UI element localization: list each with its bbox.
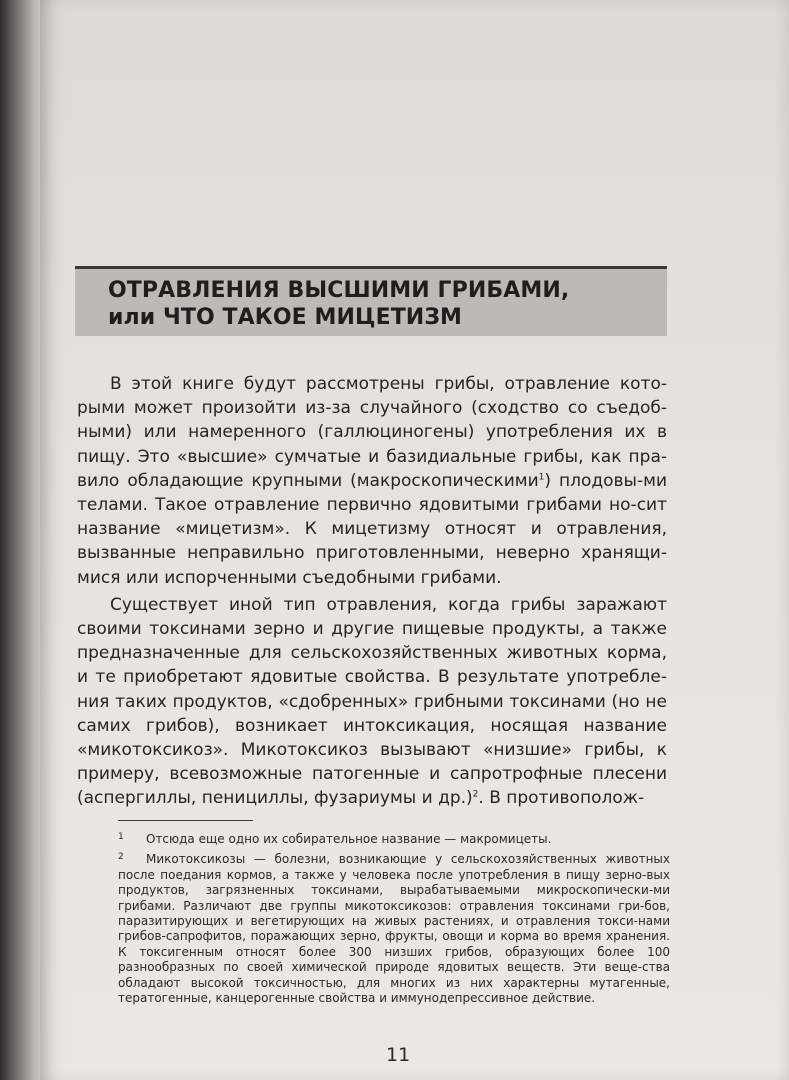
footnote-1-mark: 1 bbox=[118, 832, 124, 842]
page-number: 11 bbox=[386, 1044, 411, 1066]
body-text bbox=[77, 372, 667, 811]
footnote-2 bbox=[118, 852, 670, 1006]
footnote-2-text: Микотоксикозы — болезни, возникающие у сельскохозяйственных животных после поедания кормов, а также у человека после употребления в пищу зерно-вых продуктов, загрязненных токсинами, вырабатываемыми микроскопически-ми грибами. Различают две группы микотоксикозов: отравления токсинами гри-бов, паразитирующих и вегетирующих на живых растениях, и отравления токси-нами грибов-сапрофитов, поражающих зерно, фрукты, овощи и корма во время хранения. К токсигенным относят более 300 низших грибов, образующих более 100 разнообразных по своей химической природе ядовитых веществ. Эти веще-ства обладают высокой токсичностью, для многих из них характерны мутагенные, тератогенные, канцерогенные свойства и иммунодепрессивное действие. bbox=[118, 852, 670, 1006]
footnote-ref-2: 2 bbox=[472, 789, 479, 800]
page-edge bbox=[775, 0, 789, 1080]
chapter-heading-box bbox=[75, 266, 667, 336]
paragraph-1-text: В этой книге будут рассмотрены грибы, отравление кото-рыми может произойти из-за случайного (сходство со съедоб-ными) или намеренного (галлюциногены) употребления их в пищу. Это «высшие» сумчатые и базидиальные грибы, как пра-вило обладающие крупными (макроскопическими bbox=[77, 374, 667, 491]
footnote-2-mark: 2 bbox=[118, 852, 124, 863]
footnote-ref-1: 1 bbox=[538, 472, 545, 483]
footnote-1 bbox=[118, 832, 670, 847]
paragraph-2-text: Существует иной тип отравления, когда грибы заражают своими токсинами зерно и другие пищевые продукты, а также предназначенные для сельскохозяйственных животных корма, и те приобретают ядовитые свойства. В результате употребле-ния таких продуктов, «сдобренных» грибными токсинами (но не самих грибов), возникает интоксикация, носящая название «микотоксикоз». Микотоксикоз вызывают «низшие» грибы, к примеру, всевозможные патогенные и сапротрофные плесени (аспергиллы, пенициллы, фузариумы и др.) bbox=[77, 594, 667, 809]
footnotes bbox=[118, 832, 670, 1011]
paragraph-2 bbox=[77, 593, 667, 811]
chapter-heading-line-1: ОТРАВЛЕНИЯ ВЫСШИМИ ГРИБАМИ, bbox=[108, 278, 570, 303]
chapter-heading-line-2: или ЧТО ТАКОЕ МИЦЕТИЗМ bbox=[108, 305, 463, 330]
footnote-1-text: Отсюда еще одно их собирательное название — макромицеты. bbox=[146, 832, 552, 846]
paragraph-2-text-cont: . В противополож- bbox=[478, 788, 645, 809]
footnote-separator bbox=[118, 820, 253, 821]
paragraph-1 bbox=[77, 372, 667, 590]
book-spine-shadow bbox=[0, 0, 42, 1080]
paragraph-1-text-cont: ) плодовы-ми телами. Такое отравление первично ядовитыми грибами но-сит название «мицетизм». К мицетизму относят и отравления, вызванные неправильно приготовленными, неверно хранящи-мися или испорченными съедобными грибами. bbox=[77, 470, 667, 588]
